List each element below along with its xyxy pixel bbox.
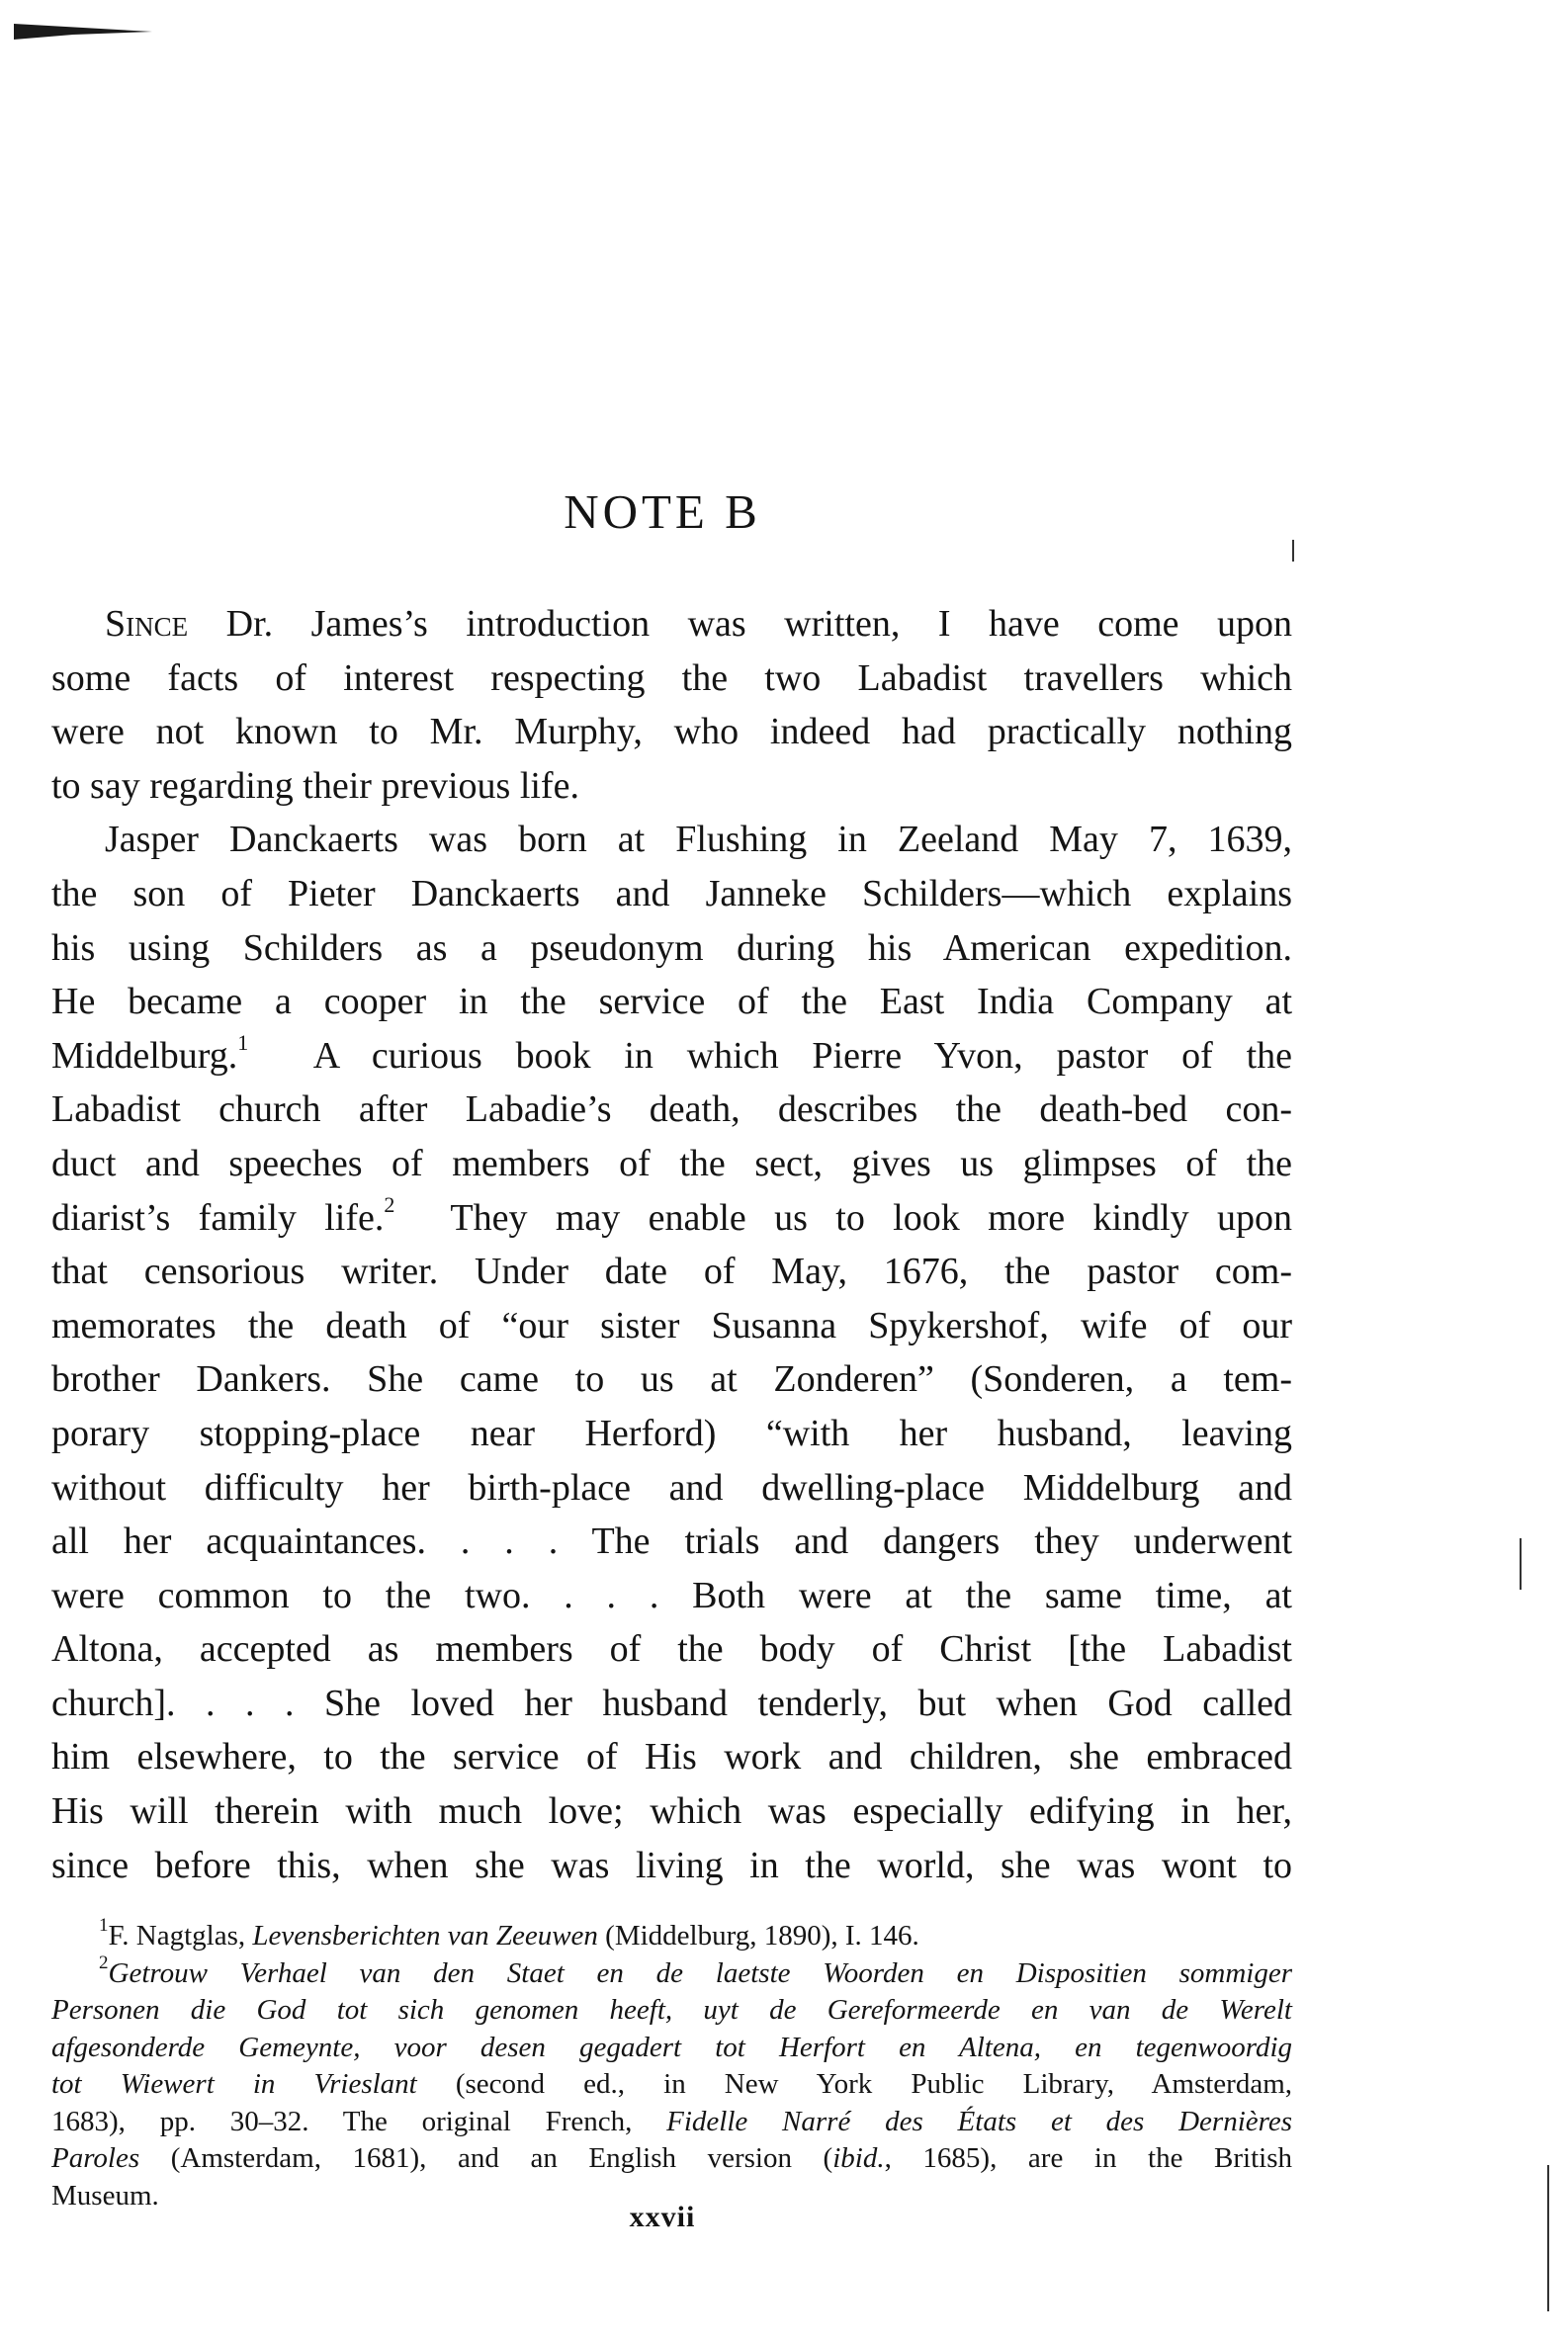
- body-line: Altona, accepted as members of the body of Christ [the Labadist: [51, 1628, 1292, 1671]
- body-line: that censorious writer. Under date of May, 1676, the pastor com-: [51, 1251, 1292, 1293]
- footnote-mark-1: 1: [99, 1915, 109, 1937]
- footnote-2-line: $^2$Getrouw Verhael van den Staet en de laetste Woorden en Dispositien sommiger: [99, 1952, 1292, 1989]
- body-line: church]. . . . She loved her husband tenderly, but when God called: [51, 1682, 1292, 1724]
- body-line: without difficulty her birth-place and dwelling-place Middelburg and: [51, 1466, 1292, 1509]
- footnote-mark-2: 2: [99, 1952, 109, 1973]
- footnote-2-line: Paroles (Amsterdam, 1681), and an English version (ibid., 1685), are in the British: [51, 2142, 1292, 2174]
- footnotes: [51, 1915, 1293, 2214]
- page-number: xxvii: [629, 2201, 696, 2233]
- footnote-ref-2[interactable]: 2: [384, 1191, 395, 1217]
- scan-artifact-mark: [14, 20, 152, 42]
- body-line: porary stopping-place near Herford) “with her husband, leaving: [51, 1412, 1292, 1454]
- body-line: He became a cooper in the service of the East India Company at: [51, 981, 1292, 1023]
- footnote-2-line: Museum.: [51, 2179, 159, 2212]
- body-line: all her acquaintances. . . . The trials and dangers they underwent: [51, 1520, 1292, 1563]
- body-line: diarist’s family life.$^2$ They may enable us to look more kindly upon: [51, 1191, 1292, 1239]
- body-line: to say regarding their previous life.: [51, 764, 579, 807]
- footnote-2-line: 1683), pp. 30–32. The original French, Fidelle Narré des États et des Dernières: [51, 2105, 1292, 2137]
- footnote-2-line: tot Wiewert in Vrieslant (second ed., in New York Public Library, Amsterdam,: [51, 2068, 1293, 2100]
- footnote-2-line: Personen die God tot sich genomen heeft, uyt de Gereformeerde en van de Werelt: [51, 1994, 1292, 2026]
- page-title: NOTE B: [564, 484, 761, 539]
- lead-word: Since: [105, 603, 189, 645]
- scan-edge-mark: [1292, 540, 1294, 562]
- body-text: [51, 597, 1292, 1892]
- body-line: his using Schilders as a pseudonym during his American expedition.: [51, 926, 1292, 969]
- footnote-2-line: afgesonderde Gemeynte, voor desen gegadert tot Herfort en Altena, en tegenwoordig: [51, 2031, 1292, 2063]
- scan-edge-mark: [1547, 2165, 1549, 2311]
- body-line: Labadist church after Labadie’s death, describes the death-bed con-: [51, 1088, 1292, 1131]
- body-line: him elsewhere, to the service of His work and children, she embraced: [51, 1736, 1292, 1779]
- body-line: His will therein with much love; which was especially edifying in her,: [51, 1790, 1292, 1833]
- body-line: Jasper Danckaerts was born at Flushing in Zeeland May 7, 1639,: [105, 819, 1292, 861]
- body-line: Since Dr. James’s introduction was written, I have come upon: [105, 603, 1292, 645]
- footnote-1: $^1$F. Nagtglas, Levensberichten van Zeeuwen (Middelburg, 1890), I. 146.: [99, 1915, 919, 1952]
- body-line: were not known to Mr. Murphy, who indeed had practically nothing: [51, 711, 1292, 753]
- footnote-ref-1[interactable]: 1: [237, 1030, 249, 1056]
- body-line: duct and speeches of members of the sect, gives us glimpses of the: [51, 1142, 1292, 1184]
- body-line: since before this, when she was living in the world, she was wont to: [51, 1844, 1292, 1886]
- body-line: Middelburg.$^1$ A curious book in which Pierre Yvon, pastor of the: [51, 1030, 1293, 1077]
- body-line: the son of Pieter Danckaerts and Janneke Schilders—which explains: [51, 872, 1292, 914]
- scan-edge-mark: [1520, 1538, 1522, 1590]
- body-line: brother Dankers. She came to us at Zonderen” (Sonderen, a tem-: [51, 1358, 1292, 1401]
- body-line: memorates the death of “our sister Susanna Spykershof, wife of our: [51, 1304, 1292, 1346]
- body-line: some facts of interest respecting the two Labadist travellers which: [51, 656, 1292, 699]
- body-line: were common to the two. . . . Both were at the same time, at: [51, 1574, 1292, 1616]
